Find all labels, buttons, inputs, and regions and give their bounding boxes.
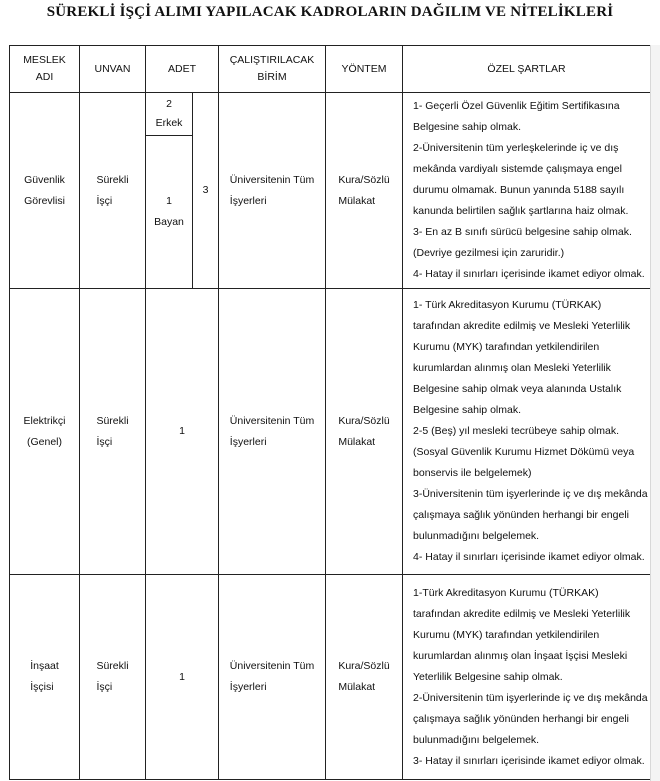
yontem-line: Kura/Sözlü (338, 173, 390, 186)
birim-line: Üniversitenin Tüm (229, 414, 315, 427)
sart-line: 3-Üniversitenin tüm işyerlerinde iç ve dış mekânda (413, 488, 648, 500)
meslek-line: İşçisi (30, 681, 54, 693)
unvan-text (96, 170, 128, 212)
yontem-text (338, 656, 389, 698)
sart-line: 3- Hatay il sınırları içerisinde ikamet ediyor olmak. (413, 754, 645, 767)
yontem-text (338, 411, 389, 453)
yontem-line: Kura/Sözlü (338, 414, 390, 427)
unvan-line: İşçi (96, 435, 113, 448)
sart-line: çalışmaya sağlık yönünden herhangi bir engeli (413, 712, 629, 725)
sart-line: tarafından akredite edilmiş ve Mesleki Yeterlilik (413, 607, 631, 620)
yontem-line: Kura/Sözlü (338, 660, 390, 672)
sart-line: 4- Hatay il sınırları içerisinde ikamet ediyor olmak. (413, 551, 645, 563)
sart-line: (Devriye gezilmesi için zaruridir.) (413, 247, 565, 259)
birim-line: Üniversitenin Tüm (229, 173, 315, 186)
meslek-text (30, 656, 59, 698)
header-yontem: YÖNTEM (326, 46, 403, 93)
header-birim (219, 46, 326, 93)
sart-line: 1- Geçerli Özel Güvenlik Eğitim Sertifikasına (413, 100, 620, 112)
document-title: SÜREKLİ İŞÇİ ALIMI YAPILACAK KADROLARIN DAĞILIM VE NİTELİKLERİ (46, 4, 614, 20)
sart-line: Belgesine sahip olmak. (413, 404, 521, 416)
bayan-label: Bayan (154, 216, 184, 228)
header-birim-line: ÇALIŞTIRILACAK (229, 54, 315, 66)
header-meslek-line: MESLEK (23, 54, 66, 66)
cell-unvan (80, 289, 146, 575)
cell-birim (219, 289, 326, 575)
birim-text (230, 656, 314, 698)
cell-erkek (146, 93, 193, 136)
sart-line: Kurumu (MYK) tarafından yetkilendirilen (413, 628, 600, 641)
cell-unvan (80, 93, 146, 289)
table-row (10, 289, 651, 575)
cell-meslek (10, 93, 80, 289)
sart-line: kanunda belirtilen sağlık şartlarına haiz olmak. (413, 205, 629, 217)
sart-line: 3- En az B sınıfı sürücü belgesine sahip olmak. (413, 226, 632, 238)
sart-line: mekânda vardiyalı sistemde çalışmaya engel (413, 163, 622, 175)
cell-adet-total: 3 (193, 93, 219, 289)
cell-yontem (326, 289, 403, 575)
sart-line: durumu olmamak. Bunun yanında 5188 sayılı (413, 184, 625, 196)
header-meslek-line: ADI (35, 71, 54, 83)
sart-line: bulunmadığını belgelemek. (413, 530, 540, 542)
sart-line: 1-Türk Akreditasyon Kurumu (TÜRKAK) (413, 586, 599, 599)
cell-sartlar (403, 575, 651, 780)
meslek-line: Elektrikçi (23, 414, 66, 427)
sart-line: Belgesine sahip olmak. (413, 121, 521, 133)
cell-birim (219, 93, 326, 289)
unvan-text (96, 656, 128, 698)
cell-yontem (326, 93, 403, 289)
cell-unvan (80, 575, 146, 780)
sart-line: bonservis ile belgelemek) (413, 467, 532, 479)
cell-birim (219, 575, 326, 780)
meslek-line: İnşaat (30, 660, 59, 672)
bayan-count: 1 (166, 195, 172, 207)
erkek-label: Erkek (155, 117, 183, 129)
meslek-line: Görevlisi (24, 194, 65, 207)
cell-adet: 1 (146, 289, 219, 575)
table-row (10, 93, 651, 136)
table-row (10, 575, 651, 780)
sart-line: 2-5 (Beş) yıl mesleki tecrübeye sahip olmak. (413, 425, 620, 437)
header-unvan: UNVAN (80, 46, 146, 93)
header-row (10, 46, 651, 93)
unvan-text (96, 411, 128, 453)
sart-line: 2-Üniversitenin tüm yerleşkelerinde iç ve dış (413, 142, 619, 154)
birim-line: İşyerleri (229, 194, 267, 207)
yontem-line: Mülakat (338, 681, 376, 693)
cell-sartlar (403, 93, 651, 289)
header-birim-line: BİRİM (257, 71, 287, 83)
cell-sartlar (403, 289, 651, 575)
birim-text (230, 411, 314, 453)
erkek-count: 2 (166, 98, 172, 110)
sart-line: tarafından akredite edilmiş ve Mesleki Yeterlilik (413, 320, 631, 332)
page-edge-scroll-strip (650, 45, 660, 781)
sart-line: Belgesine sahip olmak veya alanında Ustalık (413, 383, 622, 395)
sart-line: Yeterlilik Belgesine sahip olmak. (413, 670, 563, 683)
unvan-line: İşçi (96, 194, 113, 207)
sart-line: Kurumu (MYK) tarafından yetkilendirilen (413, 341, 600, 353)
meslek-line: (Genel) (26, 435, 62, 448)
sart-line: (Sosyal Güvenlik Kurumu Hizmet Dökümü veya (413, 446, 635, 458)
unvan-line: Sürekli (96, 173, 129, 186)
cell-meslek (10, 575, 80, 780)
cell-meslek (10, 289, 80, 575)
birim-line: Üniversitenin Tüm (229, 660, 315, 672)
unvan-line: Sürekli (96, 414, 129, 427)
birim-text (230, 170, 314, 212)
cell-bayan (146, 136, 193, 289)
sart-line: kurumlardan alınmış olan İnşaat İşçisi Mesleki (413, 649, 628, 662)
positions-table (9, 45, 651, 780)
unvan-line: Sürekli (96, 660, 129, 672)
meslek-line: Güvenlik (24, 173, 65, 186)
yontem-text (338, 170, 389, 212)
sart-line: bulunmadığını belgelemek. (413, 733, 540, 746)
sart-line: kurumlardan alınmış olan Mesleki Yeterlilik (413, 362, 611, 374)
header-meslek (10, 46, 80, 93)
sart-line: 1- Türk Akreditasyon Kurumu (TÜRKAK) (413, 299, 602, 311)
cell-yontem (326, 575, 403, 780)
yontem-line: Mülakat (338, 435, 376, 448)
cell-adet: 1 (146, 575, 219, 780)
birim-line: İşyerleri (229, 681, 267, 693)
header-sartlar: ÖZEL ŞARTLAR (403, 46, 651, 93)
sart-line: 2-Üniversitenin tüm işyerlerinde iç ve dış mekânda (413, 691, 648, 704)
birim-line: İşyerleri (229, 435, 267, 448)
unvan-line: İşçi (96, 681, 113, 693)
yontem-line: Mülakat (338, 194, 376, 207)
sart-line: çalışmaya sağlık yönünden herhangi bir engeli (413, 509, 629, 521)
header-adet: ADET (146, 46, 219, 93)
sart-line: 4- Hatay il sınırları içerisinde ikamet ediyor olmak. (413, 268, 645, 280)
